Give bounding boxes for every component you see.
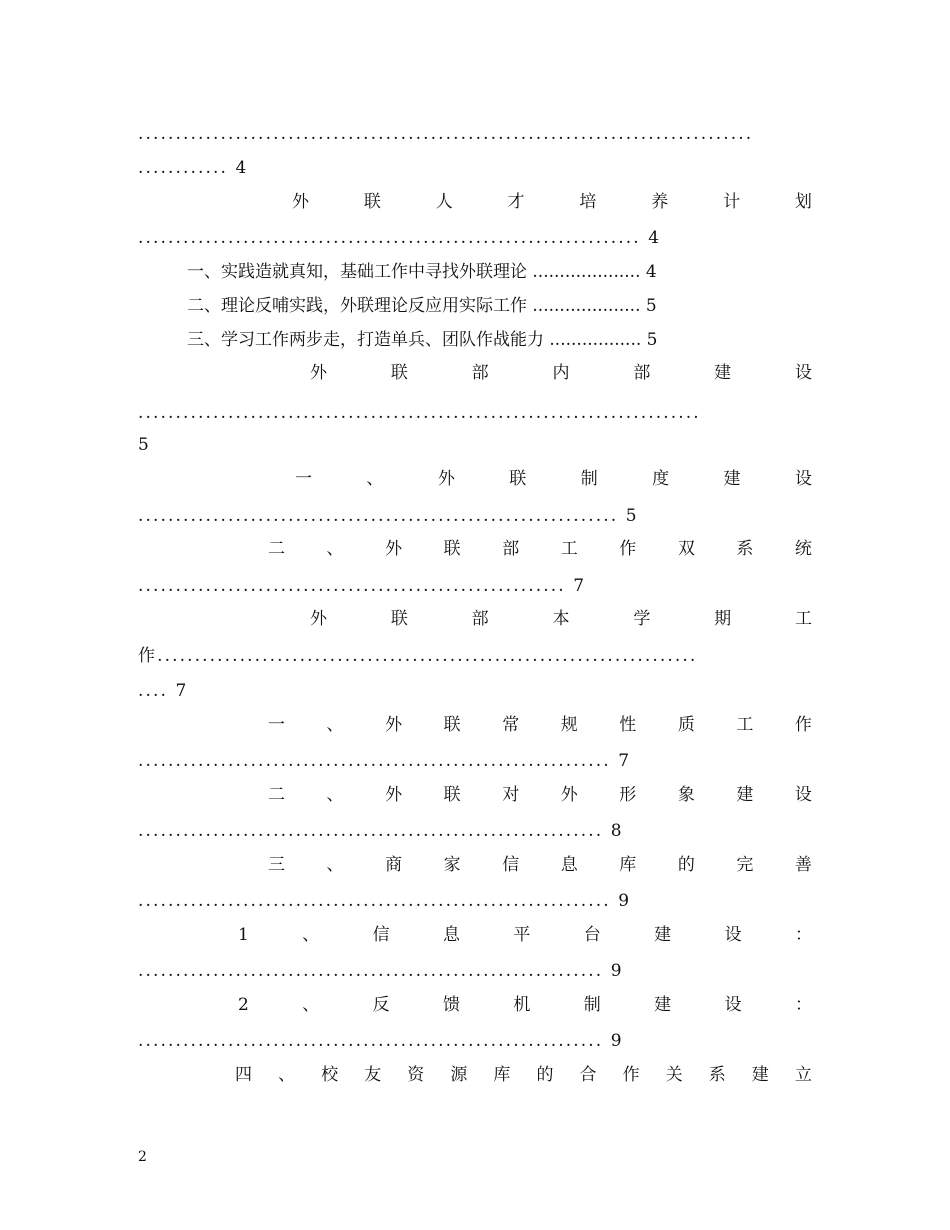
heading-char: 内 — [552, 363, 570, 383]
heading-char: 、 — [302, 925, 320, 945]
heading-char: 合 — [579, 1065, 597, 1085]
toc-heading — [238, 922, 812, 948]
heading-char: 养 — [651, 192, 669, 212]
heading-char: 本 — [552, 609, 570, 629]
heading-char: 外 — [437, 469, 455, 489]
heading-char: 家 — [443, 855, 461, 875]
heading-char: 一 — [268, 715, 285, 735]
heading-char: 机 — [513, 995, 531, 1015]
heading-char: 作 — [622, 1065, 640, 1085]
heading-char: 人 — [435, 192, 453, 212]
heading-char: ： — [794, 925, 812, 945]
heading-char: 信 — [502, 855, 520, 875]
heading-char: 部 — [502, 539, 520, 559]
heading-char: 联 — [443, 539, 461, 559]
heading-char: 息 — [443, 925, 460, 945]
toc-heading — [268, 782, 812, 808]
heading-char: 三 — [268, 855, 285, 875]
heading-char: 性 — [619, 715, 637, 735]
heading-char: 工 — [736, 715, 754, 735]
heading-char: 工 — [560, 539, 578, 559]
heading-char: 设 — [794, 363, 812, 383]
heading-char: 完 — [736, 855, 754, 875]
toc-line: 5 — [138, 435, 149, 455]
heading-char: 部 — [471, 363, 489, 383]
toc-heading — [310, 606, 812, 632]
toc-line: ......................................................... 7 — [138, 576, 587, 596]
heading-char: 馈 — [443, 995, 460, 1015]
heading-char: 商 — [385, 855, 403, 875]
heading-char: 工 — [794, 609, 812, 629]
heading-char: 、 — [326, 539, 344, 559]
heading-char: 联 — [390, 609, 408, 629]
heading-char: 建 — [736, 785, 754, 805]
heading-char: 资 — [407, 1065, 425, 1085]
heading-char: 外 — [385, 785, 403, 805]
heading-char: 质 — [677, 715, 695, 735]
heading-char: 培 — [579, 192, 597, 212]
toc-heading — [310, 360, 812, 386]
toc-heading — [292, 189, 812, 215]
heading-char: 常 — [502, 715, 520, 735]
heading-char: 2 — [238, 995, 249, 1015]
heading-char: 四 — [235, 1065, 252, 1085]
heading-char: 源 — [450, 1065, 468, 1085]
heading-char: 外 — [292, 192, 309, 212]
heading-char: 二 — [268, 539, 285, 559]
heading-char: 制 — [583, 995, 601, 1015]
heading-char: 设 — [724, 995, 742, 1015]
toc-heading — [235, 1062, 812, 1088]
toc-line: .............................................................. 8 — [138, 821, 624, 841]
heading-char: 系 — [708, 1065, 726, 1085]
toc-line: 作........................................................................ — [138, 646, 698, 666]
heading-char: 外 — [310, 609, 327, 629]
toc-line: .................................................................................. — [138, 124, 754, 144]
heading-char: 统 — [794, 539, 812, 559]
toc-line: ............ 4 — [138, 158, 249, 178]
heading-char: 建 — [654, 925, 672, 945]
heading-char: 息 — [560, 855, 578, 875]
heading-char: 联 — [443, 785, 461, 805]
heading-char: 二 — [268, 785, 285, 805]
heading-char: 度 — [652, 469, 670, 489]
heading-char: 双 — [677, 539, 695, 559]
toc-line: ........................................................................... — [138, 403, 701, 423]
heading-char: 联 — [390, 363, 408, 383]
toc-heading — [295, 466, 812, 492]
heading-char: 、 — [326, 785, 344, 805]
heading-char: 信 — [372, 925, 390, 945]
heading-char: 建 — [751, 1065, 769, 1085]
heading-char: 1 — [238, 925, 249, 945]
heading-char: 友 — [364, 1065, 382, 1085]
toc-entry[interactable]: 一、实践造就真知，基础工作中寻找外联理论 .................... 4 — [187, 262, 657, 282]
toc-heading — [268, 536, 812, 562]
heading-char: 建 — [723, 469, 741, 489]
heading-char: 象 — [677, 785, 695, 805]
heading-char: 形 — [619, 785, 637, 805]
heading-char: 设 — [794, 785, 812, 805]
heading-char: 联 — [509, 469, 527, 489]
heading-char: 善 — [794, 855, 812, 875]
heading-char: 设 — [794, 469, 812, 489]
heading-char: 作 — [794, 715, 812, 735]
heading-char: 校 — [321, 1065, 339, 1085]
heading-char: 外 — [560, 785, 578, 805]
heading-char: 、 — [278, 1065, 296, 1085]
heading-char: 、 — [302, 995, 320, 1015]
toc-line: .............................................................. 9 — [138, 1031, 624, 1051]
heading-char: 、 — [366, 469, 384, 489]
toc-line: .............................................................. 9 — [138, 961, 624, 981]
heading-char: 、 — [326, 855, 344, 875]
heading-char: ： — [794, 995, 812, 1015]
heading-char: 外 — [385, 715, 403, 735]
toc-line: ............................................................... 9 — [138, 891, 632, 911]
toc-heading — [268, 852, 812, 878]
toc-heading — [238, 992, 812, 1018]
heading-char: 计 — [723, 192, 741, 212]
heading-char: 规 — [560, 715, 578, 735]
toc-line: ............................................................... 7 — [138, 751, 632, 771]
heading-char: 期 — [714, 609, 732, 629]
toc-entry[interactable]: 三、学习工作两步走，打造单兵、团队作战能力 ................. 5 — [187, 330, 658, 350]
heading-char: 联 — [443, 715, 461, 735]
heading-char: 外 — [385, 539, 403, 559]
heading-char: 学 — [633, 609, 651, 629]
heading-char: 制 — [580, 469, 598, 489]
heading-char: 设 — [724, 925, 742, 945]
toc-line: .... 7 — [138, 681, 189, 701]
heading-char: 一 — [295, 469, 312, 489]
heading-char: 的 — [677, 855, 695, 875]
toc-heading — [268, 712, 812, 738]
page-number: 2 — [138, 1149, 147, 1165]
heading-char: 部 — [633, 363, 651, 383]
heading-char: 库 — [493, 1065, 511, 1085]
heading-char: 反 — [372, 995, 390, 1015]
toc-line: ................................................................ 5 — [138, 506, 639, 526]
heading-char: 对 — [502, 785, 520, 805]
heading-char: 建 — [714, 363, 732, 383]
heading-char: 才 — [507, 192, 525, 212]
heading-char: 外 — [310, 363, 327, 383]
heading-char: 联 — [363, 192, 381, 212]
toc-line: ................................................................... 4 — [138, 228, 662, 248]
heading-char: 划 — [794, 192, 812, 212]
heading-char: 部 — [471, 609, 489, 629]
heading-char: 平 — [513, 925, 531, 945]
toc-entry[interactable]: 二、理论反哺实践，外联理论反应用实际工作 .................... 5 — [187, 296, 657, 316]
heading-char: 关 — [665, 1065, 683, 1085]
heading-char: 立 — [794, 1065, 812, 1085]
heading-char: 库 — [619, 855, 637, 875]
heading-char: 台 — [583, 925, 601, 945]
heading-char: 、 — [326, 715, 344, 735]
heading-char: 作 — [619, 539, 637, 559]
heading-char: 的 — [536, 1065, 554, 1085]
heading-char: 系 — [736, 539, 754, 559]
heading-char: 建 — [654, 995, 672, 1015]
